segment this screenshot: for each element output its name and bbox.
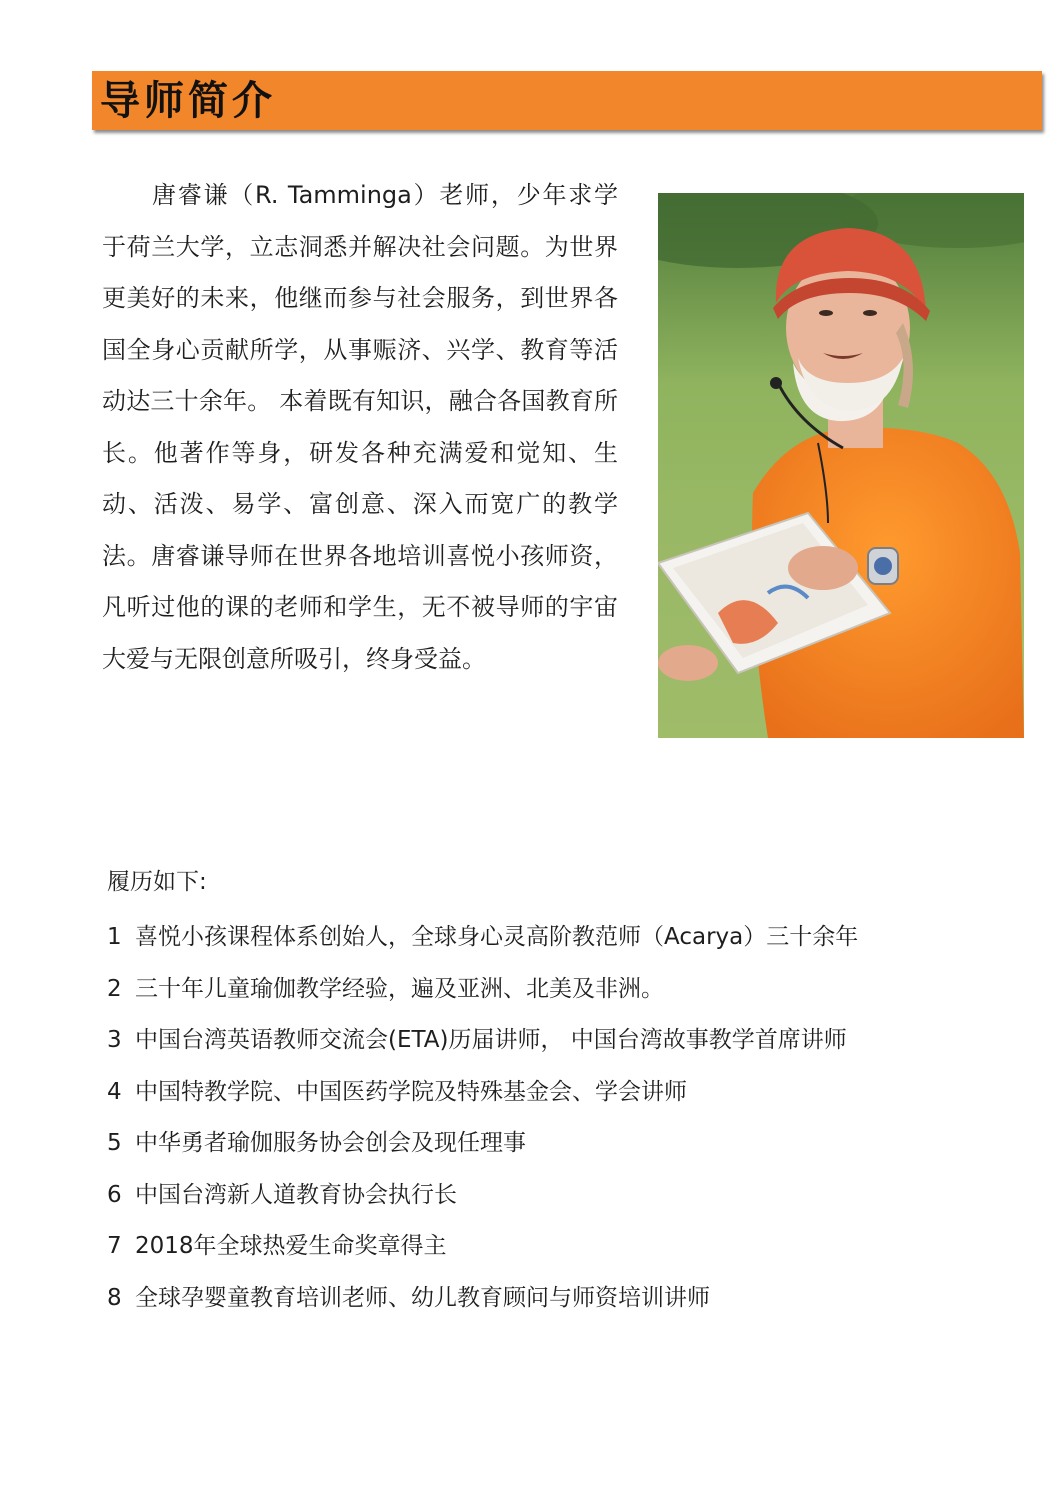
resume-item-text: 中华勇者瑜伽服务协会创会及现任理事 bbox=[135, 1130, 526, 1156]
resume-item bbox=[107, 1273, 858, 1325]
resume-item bbox=[107, 1170, 858, 1222]
resume-item-number: 5 bbox=[107, 1130, 122, 1156]
title-bar bbox=[92, 71, 1042, 130]
resume-item bbox=[107, 1118, 858, 1170]
resume-item-text: 中国台湾英语教师交流会(ETA)历届讲师， 中国台湾故事教学首席讲师 bbox=[135, 1027, 847, 1053]
resume-item-number: 2 bbox=[107, 975, 122, 1002]
resume-item-number: 4 bbox=[107, 1078, 122, 1105]
resume-item-number: 6 bbox=[107, 1181, 122, 1208]
resume-item-text: 全球孕婴童教育培训老师、幼儿教育顾问与师资培训讲师 bbox=[135, 1284, 710, 1311]
resume-item bbox=[107, 1221, 858, 1273]
resume-item-text: 喜悦小孩课程体系创始人，全球身心灵高阶教范师（Acarya）三十余年 bbox=[135, 924, 859, 950]
intro-paragraph: 唐睿谦（R. Tamminga）老师，少年求学于荷兰大学，立志洞悉并解决社会问题。为世界更美好的未来，他继而参与社会服务，到世界各国全身心贡献所学，从事赈济、兴学、教育等活动达三十余年。 本着既有知识，融合各国教育所长。他著作等身，研发各种充满爱和觉知、生动、活泼、易学、富创意、深入而宽广的教学法。唐睿谦导师在世界各地培训喜悦小孩师资，凡听过他的课的老师和学生，无不被导师的宇宙大爱与无限创意所吸引，终身受益。 bbox=[102, 181, 618, 673]
resume-item bbox=[107, 1067, 858, 1119]
resume-list bbox=[107, 912, 858, 1324]
resume-item-number: 8 bbox=[107, 1284, 122, 1311]
resume-heading: 履历如下: bbox=[107, 869, 207, 895]
resume-item-text: 2018年全球热爱生命奖章得主 bbox=[135, 1233, 447, 1259]
resume-item-text: 三十年儿童瑜伽教学经验，遍及亚洲、北美及非洲。 bbox=[135, 975, 664, 1002]
resume-item bbox=[107, 1015, 858, 1067]
resume-item-number: 1 bbox=[107, 924, 122, 950]
resume-item-number: 3 bbox=[107, 1027, 122, 1053]
resume-item bbox=[107, 964, 858, 1016]
resume-item-text: 中国特教学院、中国医药学院及特殊基金会、学会讲师 bbox=[135, 1078, 687, 1105]
resume-item-number: 7 bbox=[107, 1233, 122, 1259]
page-title: 导师简介 bbox=[100, 78, 276, 124]
resume-item-text: 中国台湾新人道教育协会执行长 bbox=[135, 1181, 457, 1208]
resume-item bbox=[107, 912, 858, 964]
mentor-photo bbox=[658, 193, 1024, 738]
